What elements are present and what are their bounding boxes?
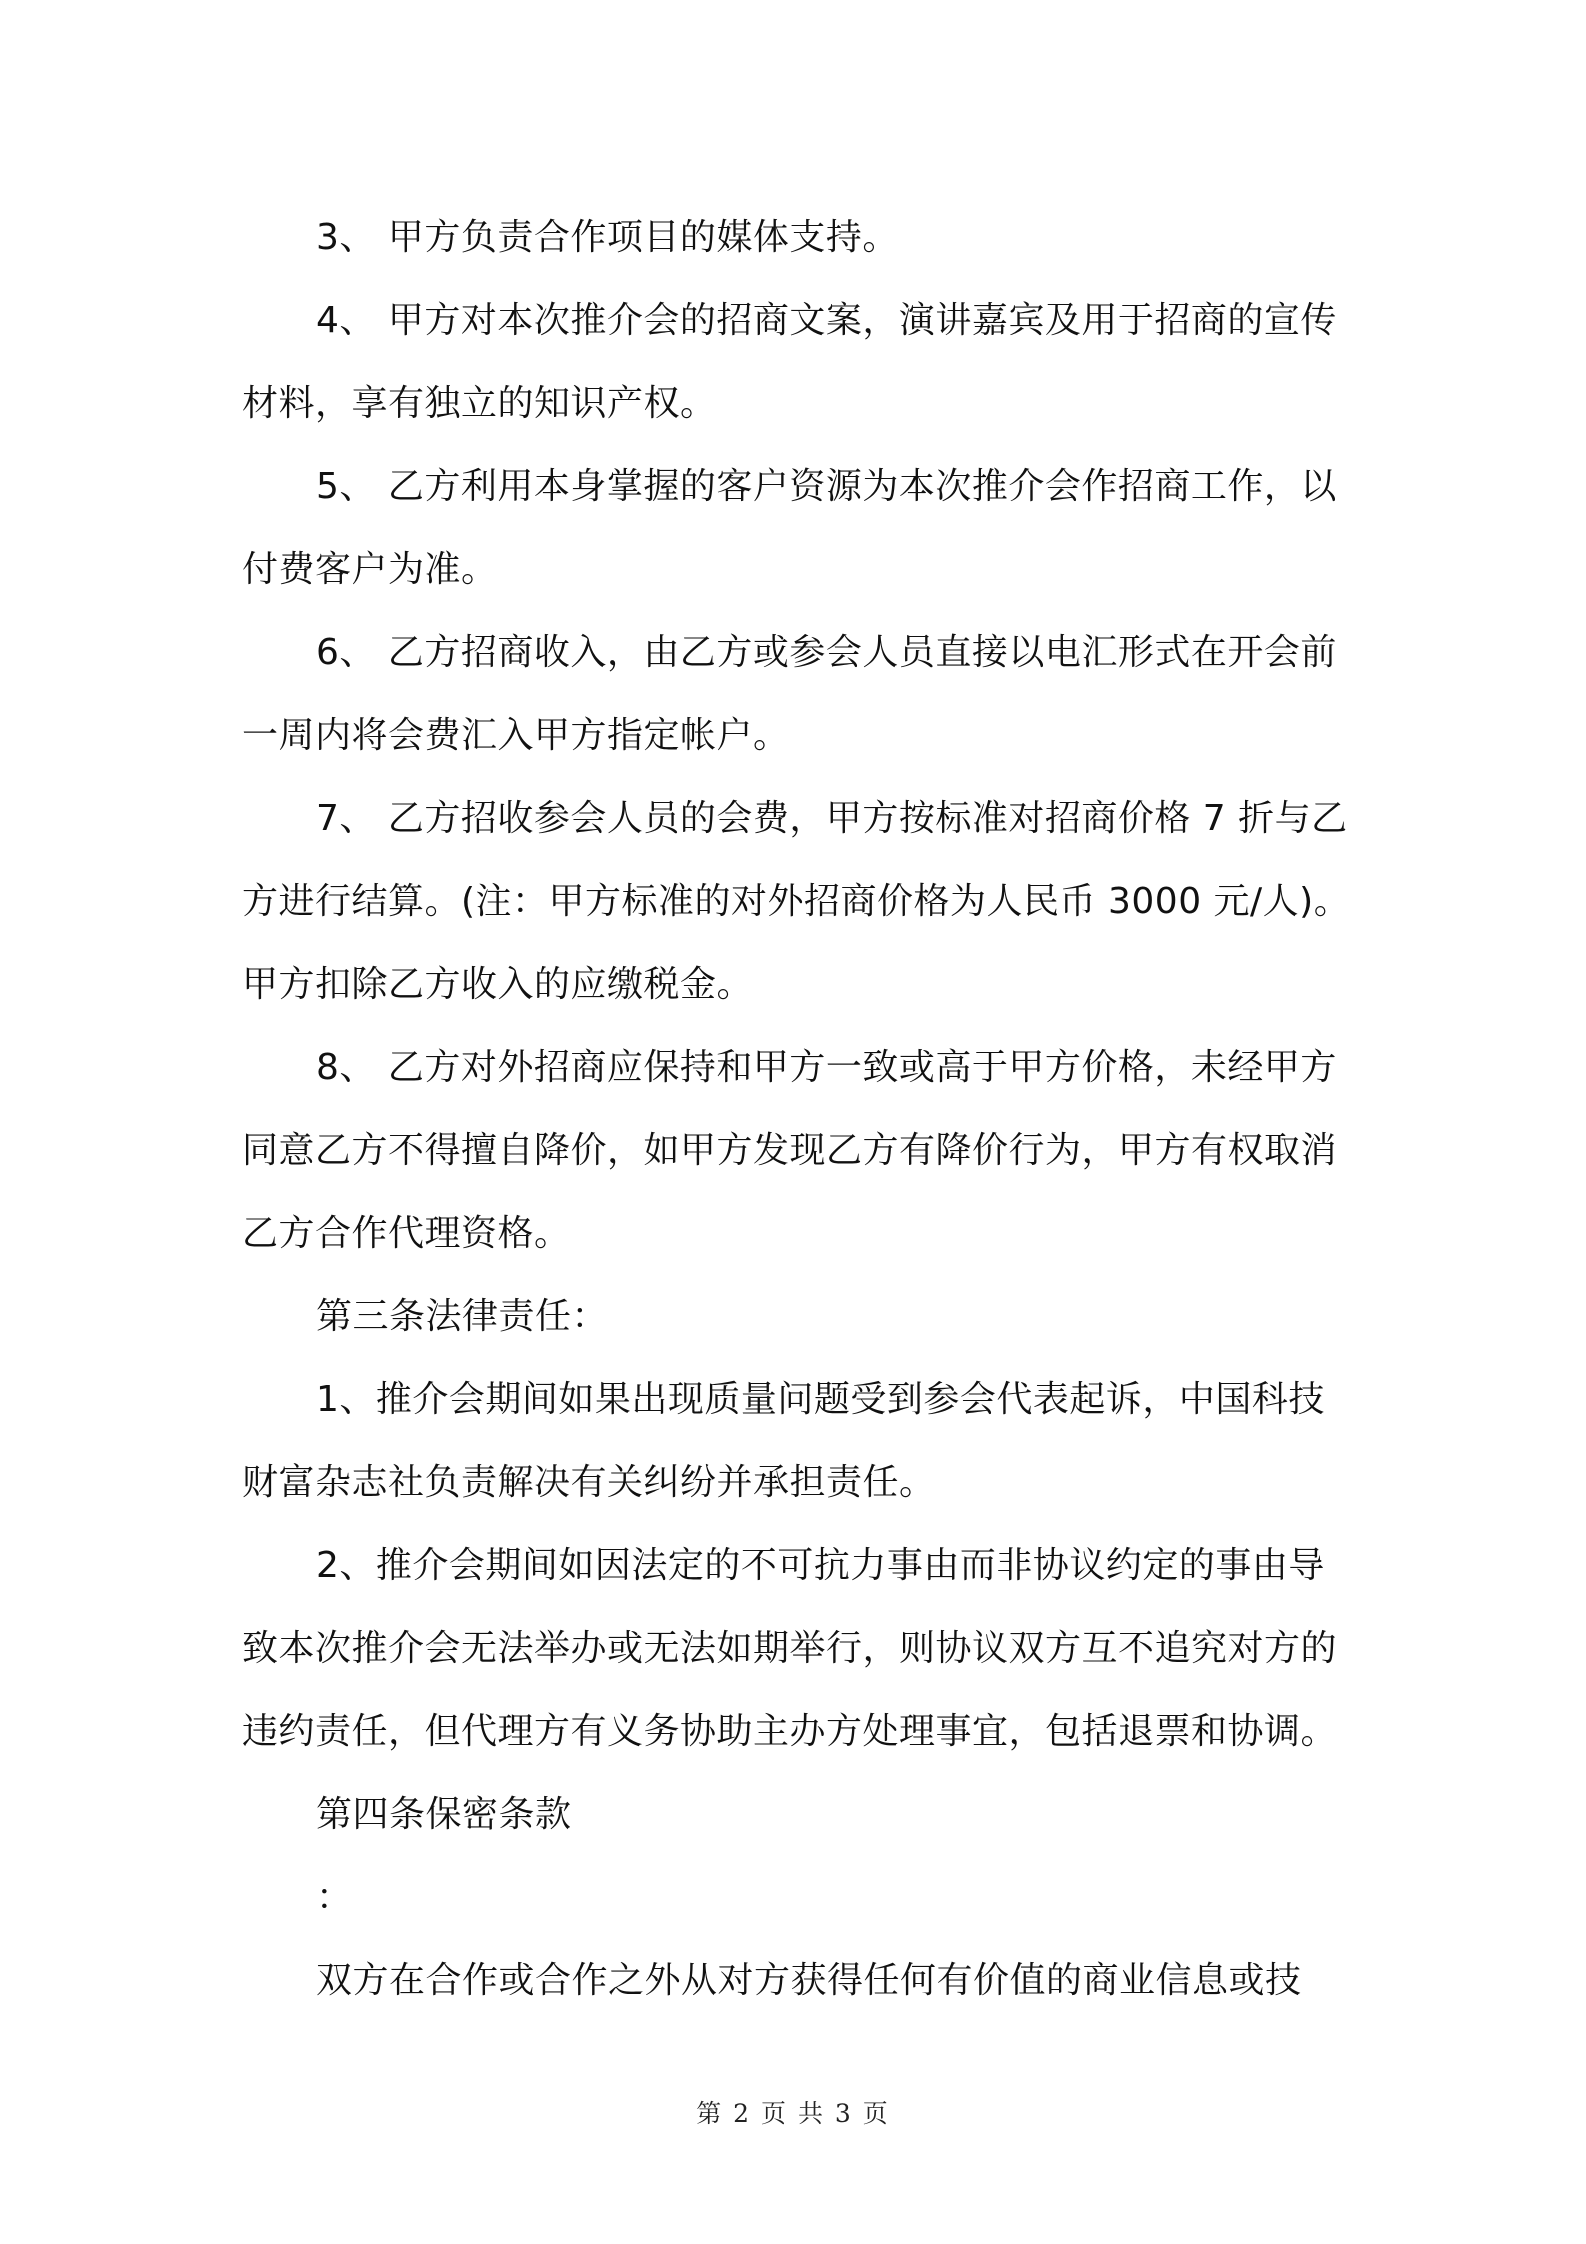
paragraph-item-3: 3、 甲方负责合作项目的媒体支持。 <box>316 217 899 258</box>
document-body <box>242 196 1352 2022</box>
article-3-item-1: 1、推介会期间如果出现质量问题受到参会代表起诉，中国科技财富杂志社负责解决有关纠纷并承担责任。 <box>242 1379 1325 1503</box>
paragraph-item-7: 7、 乙方招收参会人员的会费，甲方按标准对招商价格 7 折与乙方进行结算。(注：甲方标准的对外招商价格为人民币 3000 元/人)。甲方扣除乙方收入的应缴税金。 <box>242 798 1351 1005</box>
paragraph-item-6: 6、 乙方招商收入，由乙方或参会人员直接以电汇形式在开会前一周内将会费汇入甲方指定帐户。 <box>242 632 1337 756</box>
article-4-colon: ： <box>316 1877 353 1918</box>
paragraph-item-8: 8、 乙方对外招商应保持和甲方一致或高于甲方价格，未经甲方同意乙方不得擅自降价，如甲方发现乙方有降价行为，甲方有权取消乙方合作代理资格。 <box>242 1047 1338 1254</box>
article-3-heading: 第三条法律责任： <box>316 1296 609 1337</box>
paragraph-item-5: 5、 乙方利用本身掌握的客户资源为本次推介会作招商工作，以付费客户为准。 <box>242 466 1337 590</box>
article-4-body: 双方在合作或合作之外从对方获得任何有价值的商业信息或技 <box>316 1960 1302 2001</box>
page-number-footer: 第 2 页 共 3 页 <box>696 2099 890 2128</box>
article-3-item-2: 2、推介会期间如因法定的不可抗力事由而非协议约定的事由导致本次推介会无法举办或无法如期举行，则协议双方互不追究对方的违约责任，但代理方有义务协助主办方处理事宜，包括退票和协调。 <box>242 1545 1338 1752</box>
paragraph-item-4: 4、 甲方对本次推介会的招商文案，演讲嘉宾及用于招商的宣传材料，享有独立的知识产权。 <box>242 300 1337 424</box>
article-4-heading: 第四条保密条款 <box>316 1794 572 1835</box>
